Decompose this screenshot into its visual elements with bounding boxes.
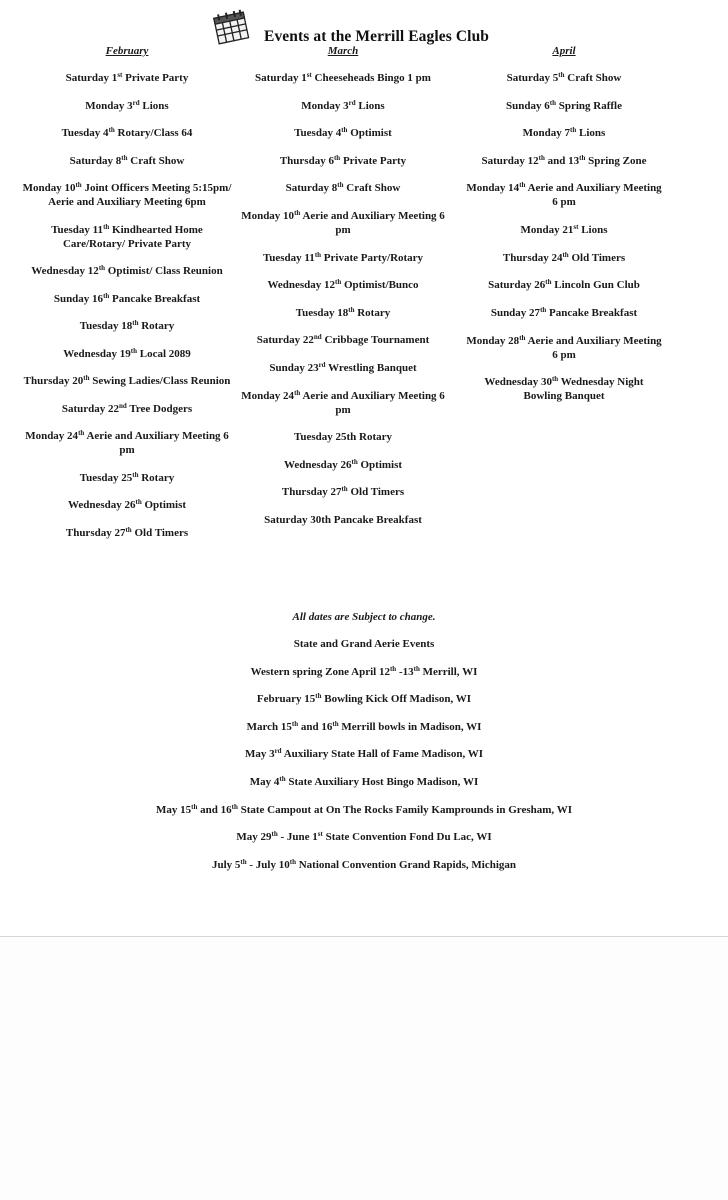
month-heading: February [105, 45, 149, 57]
ordinal-suffix: th [337, 181, 344, 190]
page-title: Events at the Merrill Eagles Club [264, 28, 490, 45]
event-text: Private Party [340, 154, 407, 167]
event-item [240, 361, 446, 375]
event-text: Saturday 30th Pancake Breakfast [264, 513, 422, 526]
ordinal-suffix: st [306, 71, 312, 79]
month-heading: March [327, 45, 359, 57]
event-text: Saturday 8 [69, 154, 122, 167]
event-text: Lions [139, 99, 169, 112]
event-text: State Auxiliary Host Bingo Madison, WI [285, 775, 479, 788]
ordinal-suffix: th [291, 719, 299, 728]
calendar-icon [210, 8, 252, 46]
blank-area [0, 937, 728, 1200]
state-heading: State and Grand Aerie Events [293, 638, 435, 650]
ordinal-suffix: th [271, 830, 278, 839]
event-text: Monday 21 [520, 223, 574, 236]
event-item [240, 71, 446, 85]
ordinal-suffix: st [573, 222, 579, 231]
event-item [464, 278, 664, 292]
ordinal-suffix: th [231, 802, 238, 811]
event-text: March 15 [246, 720, 292, 733]
event-text: Monday 14 [466, 182, 520, 195]
event-item [22, 154, 232, 168]
event-item [22, 319, 232, 333]
event-item [0, 775, 728, 789]
ordinal-suffix: th [78, 429, 85, 437]
event-text: and 13 [544, 154, 580, 167]
event-text: Lincoln Gun Club [551, 279, 640, 292]
event-item [22, 223, 232, 251]
event-text: Sunday 23 [269, 361, 319, 374]
event-text: Thursday 27 [65, 526, 126, 539]
event-text: Saturday 1 [65, 72, 118, 84]
event-text: Private Party/Rotary [321, 251, 424, 264]
ordinal-suffix: rd [348, 98, 356, 107]
ordinal-suffix: th [348, 305, 355, 314]
event-text: Tree Dodgers [126, 402, 193, 415]
event-text: and 16 [298, 720, 333, 733]
ordinal-suffix: th [125, 525, 132, 534]
ordinal-suffix: th [341, 485, 348, 494]
ordinal-suffix: th [103, 222, 110, 231]
event-text: Rotary [138, 320, 175, 332]
event-text: Sunday 6 [506, 99, 550, 112]
ordinal-suffix: th [132, 470, 139, 479]
event-text: Aerie and Auxiliary Meeting 6 pm [84, 430, 229, 456]
event-item [22, 347, 232, 361]
event-text: May 29 [236, 831, 272, 844]
event-text: Wednesday 19 [63, 347, 131, 360]
event-text: Monday 24 [241, 389, 295, 402]
march-column [240, 44, 446, 541]
event-item [0, 747, 728, 761]
event-text: Optimist/Bunco [341, 279, 419, 292]
event-item [0, 665, 728, 679]
ordinal-suffix: th [570, 126, 577, 135]
event-item [22, 181, 232, 209]
event-text: Monday 3 [301, 99, 349, 112]
change-notice: All dates are Subject to change. [292, 611, 436, 623]
ordinal-suffix: th [294, 388, 301, 397]
event-item [464, 251, 664, 265]
ordinal-suffix: th [351, 457, 358, 466]
event-text: Tuesday 25 [79, 471, 133, 484]
event-text: Wrestling Banquet [325, 361, 417, 374]
state-event-list [0, 665, 728, 872]
event-item [240, 126, 446, 140]
event-text: Saturday 12 [481, 154, 539, 167]
event-text: Spring Zone [585, 154, 647, 167]
event-text: Thursday 6 [279, 154, 334, 167]
event-text: - June 1 [277, 831, 318, 844]
event-text: Saturday 26 [488, 279, 546, 292]
ordinal-suffix: th [315, 692, 322, 701]
event-text: Kindhearted Home Care/Rotary/ Private Party [62, 223, 203, 250]
event-item [464, 223, 664, 237]
event-item [22, 429, 232, 457]
event-text: and 16 [197, 803, 232, 816]
ordinal-suffix: th [562, 250, 569, 259]
event-item [240, 154, 446, 168]
event-item [22, 126, 232, 140]
event-text: Rotary/Class 64 [114, 127, 193, 139]
event-item [464, 375, 664, 403]
event-item [240, 458, 446, 472]
event-item [240, 181, 446, 195]
ordinal-suffix: th [294, 208, 301, 217]
ordinal-suffix: th [103, 291, 110, 300]
event-text: Tuesday 18 [295, 306, 349, 319]
event-text: Thursday 27 [281, 486, 342, 499]
event-item [0, 830, 728, 844]
event-item [22, 71, 232, 85]
event-text: Saturday 5 [506, 72, 559, 84]
event-text: Spring Raffle [555, 99, 622, 112]
event-text: Tuesday 25th Rotary [294, 431, 392, 444]
event-item [464, 334, 664, 362]
event-text: Aerie and Auxiliary Meeting 6 pm [525, 182, 662, 209]
event-text: Bowling Kick Off Madison, WI [321, 693, 472, 706]
ordinal-suffix: th [83, 374, 90, 382]
event-text: February 15 [256, 693, 316, 706]
ordinal-suffix: th [540, 305, 547, 314]
ordinal-suffix: th [132, 319, 139, 327]
event-text: Wednesday Night Bowling Banquet [523, 376, 644, 403]
event-text: Merrill bowls in Madison, WI [338, 720, 482, 733]
ordinal-suffix: rd [318, 360, 326, 369]
event-text: May 4 [249, 775, 280, 788]
event-text: Aerie and Auxiliary Meeting 6 pm [300, 209, 445, 236]
event-item [240, 333, 446, 347]
ordinal-suffix: th [98, 264, 106, 272]
event-text: Monday 10 [22, 182, 76, 194]
event-item [240, 306, 446, 320]
event-item [464, 99, 664, 113]
event-text: Old Timers [347, 486, 405, 499]
ordinal-suffix: th [389, 664, 397, 673]
ordinal-suffix: nd [118, 401, 127, 410]
february-column [22, 44, 232, 553]
event-text: Wednesday 26 [283, 458, 352, 471]
event-text: Old Timers [568, 251, 626, 264]
ordinal-suffix: rd [274, 747, 282, 756]
ordinal-suffix: th [108, 126, 115, 134]
event-text: Lions [355, 99, 385, 112]
ordinal-suffix: st [317, 830, 323, 839]
ordinal-suffix: st [117, 71, 123, 79]
event-item [22, 264, 232, 278]
event-text: Aerie and Auxiliary Meeting 6 pm [525, 334, 662, 361]
event-text: Sunday 27 [490, 306, 541, 319]
event-text: Saturday 8 [285, 182, 338, 195]
event-item [464, 126, 664, 140]
ordinal-suffix: th [240, 857, 247, 866]
event-item [0, 858, 728, 872]
event-item [0, 720, 728, 734]
event-text: Optimist [357, 458, 403, 471]
event-text: Monday 28 [466, 334, 520, 347]
event-item [240, 389, 446, 417]
event-text: Pancake Breakfast [109, 292, 201, 305]
event-text: - July 10 [246, 858, 290, 871]
event-text: Merrill, WI [419, 665, 478, 678]
event-item [240, 99, 446, 113]
event-item [240, 430, 446, 444]
ordinal-suffix: th [289, 857, 296, 866]
event-text: -13 [396, 665, 414, 678]
event-item [0, 803, 728, 817]
event-text: Joint Officers Meeting 5:15pm/ Aerie and Auxiliary Meeting 6pm [48, 182, 232, 208]
event-item [22, 99, 232, 113]
month-heading: April [552, 45, 576, 57]
ordinal-suffix: nd [313, 333, 322, 342]
event-text: Sewing Ladies/Class Reunion [89, 375, 231, 387]
event-text: Western spring Zone April 12 [250, 665, 390, 678]
ordinal-suffix: th [558, 71, 565, 79]
event-text: Wednesday 12 [267, 279, 335, 292]
event-item [240, 251, 446, 265]
event-item [464, 181, 664, 209]
event-text: Wednesday 12 [31, 265, 99, 277]
event-text: Tuesday 4 [61, 127, 109, 139]
ordinal-suffix: th [279, 774, 286, 783]
event-text: Auxiliary State Hall of Fame Madison, WI [281, 748, 484, 761]
event-text: Monday 10 [241, 209, 295, 222]
event-text: Old Timers [131, 526, 189, 539]
event-text: July 5 [211, 858, 241, 871]
event-text: Saturday 22 [256, 334, 314, 347]
event-item [22, 498, 232, 512]
event-text: Optimist [347, 127, 392, 140]
event-text: Private Party [122, 72, 189, 84]
ordinal-suffix: th [545, 278, 552, 287]
ordinal-suffix: th [538, 153, 545, 162]
event-text: Monday 24 [25, 430, 79, 442]
event-item [240, 513, 446, 527]
event-item [240, 209, 446, 237]
event-text: Craft Show [564, 72, 622, 84]
event-text: Craft Show [343, 182, 401, 195]
event-text: Tuesday 4 [294, 127, 342, 140]
event-text: Wednesday 30 [484, 376, 552, 389]
header [0, 4, 728, 48]
ordinal-suffix: th [333, 153, 341, 162]
event-text: Optimist [141, 499, 187, 511]
april-column [464, 44, 664, 417]
event-item [240, 485, 446, 499]
event-item [22, 402, 232, 416]
event-text: State Campout at On The Rocks Family Kamprounds in Gresham, WI [237, 803, 572, 816]
event-text: Cribbage Tournament [321, 334, 430, 347]
event-text: Local 2089 [137, 347, 191, 360]
ordinal-suffix: th [334, 278, 342, 287]
event-text: Monday 7 [522, 127, 571, 140]
event-item [240, 278, 446, 292]
ordinal-suffix: th [191, 802, 198, 811]
event-text: Lions [576, 127, 606, 140]
ordinal-suffix: th [341, 126, 348, 135]
ordinal-suffix: th [519, 333, 526, 342]
ordinal-suffix: th [519, 181, 526, 190]
ordinal-suffix: th [413, 664, 420, 673]
event-text: Cheeseheads Bingo 1 pm [311, 72, 431, 84]
ordinal-suffix: th [314, 250, 322, 259]
event-text: Sunday 16 [53, 292, 104, 305]
event-text: Aerie and Auxiliary Meeting 6 pm [300, 389, 445, 416]
event-text: Thursday 24 [502, 251, 563, 264]
event-item [464, 71, 664, 85]
event-text: Thursday 20 [23, 375, 84, 387]
event-item [22, 526, 232, 540]
ordinal-suffix: th [135, 498, 142, 506]
event-text: Craft Show [127, 154, 185, 167]
event-text: Tuesday 18 [79, 320, 133, 332]
ordinal-suffix: th [75, 181, 82, 189]
event-text: Wednesday 26 [67, 499, 136, 511]
ordinal-suffix: th [332, 719, 339, 728]
event-text: Saturday 22 [61, 402, 119, 415]
event-text: Pancake Breakfast [546, 306, 638, 319]
event-text: Rotary [354, 306, 391, 319]
ordinal-suffix: th [121, 153, 128, 162]
event-text: Lions [578, 223, 608, 236]
event-text: May 3 [244, 748, 275, 761]
event-item [0, 692, 728, 706]
ordinal-suffix: rd [132, 98, 140, 107]
event-text: Tuesday 11 [51, 223, 104, 236]
event-item [22, 374, 232, 388]
event-text: Tuesday 11 [262, 251, 315, 264]
event-text: Saturday 1 [255, 72, 307, 84]
event-text: State Convention Fond Du Lac, WI [322, 831, 492, 844]
event-item [464, 154, 664, 168]
ordinal-suffix: th [549, 98, 556, 107]
event-text: Optimist/ Class Reunion [105, 265, 223, 277]
event-text: May 15 [156, 803, 192, 816]
ordinal-suffix: th [579, 153, 586, 162]
state-events-section [0, 610, 728, 885]
event-text: Rotary [138, 471, 175, 484]
event-item [22, 471, 232, 485]
event-text: Monday 3 [85, 99, 133, 112]
ordinal-suffix: th [130, 346, 137, 355]
event-text: National Convention Grand Rapids, Michigan [295, 858, 517, 871]
ordinal-suffix: th [551, 375, 559, 384]
event-item [22, 292, 232, 306]
event-item [464, 306, 664, 320]
